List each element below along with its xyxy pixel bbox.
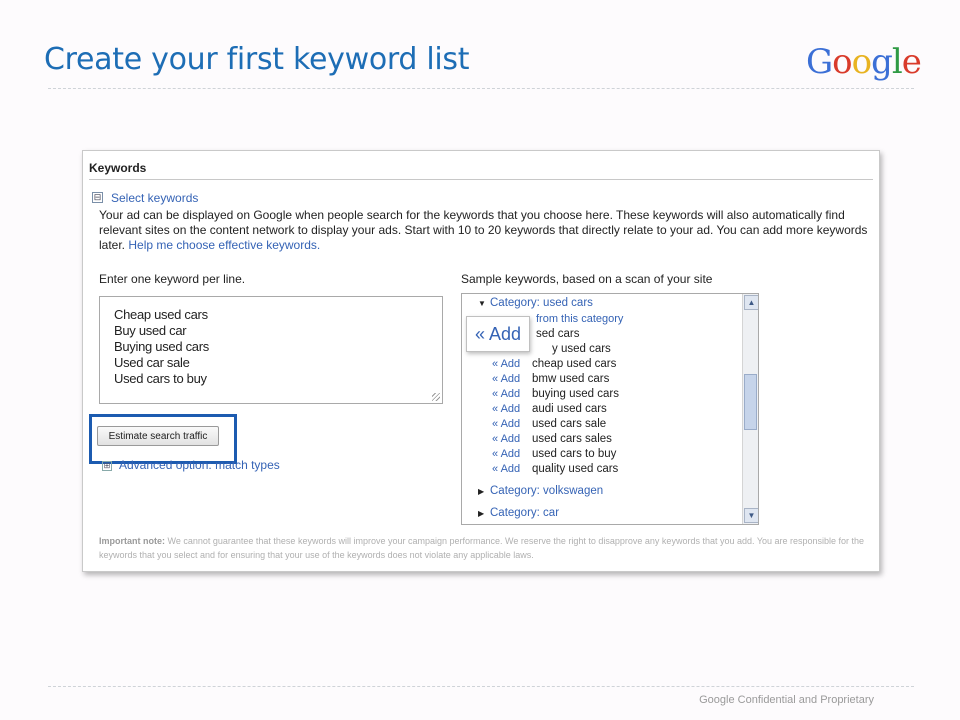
add-keyword-link[interactable]: « Add <box>492 463 521 475</box>
collapsed-arrow-icon: ▶ <box>478 487 485 496</box>
footer-divider <box>48 686 914 687</box>
keyword-textarea[interactable] <box>99 296 443 404</box>
help-choose-keywords-link[interactable]: Help me choose effective keywords. <box>128 238 321 252</box>
add-keyword-link[interactable]: « Add <box>492 448 521 460</box>
panel-title-divider <box>89 179 873 180</box>
list-item: y used cars <box>552 343 611 355</box>
list-item: « Add audi used cars <box>492 403 607 415</box>
scroll-up-icon[interactable]: ▲ <box>744 295 759 310</box>
note-label: Important note: <box>99 536 165 546</box>
keyword-line: Buy used car <box>114 323 187 338</box>
collapse-icon[interactable]: ⊟ <box>93 192 102 202</box>
scroll-thumb[interactable] <box>744 374 757 430</box>
add-keyword-link[interactable]: « Add <box>492 373 521 385</box>
add-keyword-link[interactable]: « Add <box>492 418 521 430</box>
category-volkswagen[interactable]: ▶ Category: volkswagen <box>478 485 604 497</box>
sample-keywords-list <box>461 293 759 525</box>
add-all-from-category-link[interactable]: from this category <box>536 313 624 325</box>
note-text: We cannot guarantee that these keywords will improve your campaign performance. We reserve the right to disapprove any keywords that you add. You are responsible for the keywords that you select and for ensuring that your use of the keywords does not violate any applicable laws. <box>99 536 865 560</box>
category-used-cars[interactable]: ▼ Category: used cars <box>478 297 593 309</box>
keyword-line: Cheap used cars <box>114 307 208 322</box>
list-item: « Add used cars to buy <box>492 448 617 460</box>
add-keyword-link[interactable]: « Add <box>492 403 521 415</box>
scroll-down-icon[interactable]: ▼ <box>744 508 759 523</box>
keywords-panel <box>82 150 880 572</box>
expanded-arrow-icon: ▼ <box>478 299 486 308</box>
add-keyword-link[interactable]: « Add <box>492 388 521 400</box>
panel-title: Keywords <box>89 161 147 175</box>
add-keyword-link[interactable]: « Add <box>492 358 521 370</box>
sample-keywords-label: Sample keywords, based on a scan of your site <box>461 272 713 286</box>
keyword-lines <box>114 307 209 387</box>
list-item: « Add bmw used cars <box>492 373 610 385</box>
list-item: « Add used cars sale <box>492 418 607 430</box>
list-item: sed cars <box>536 328 580 340</box>
footer-text: Google Confidential and Proprietary <box>699 694 874 706</box>
google-logo: Google <box>806 42 921 82</box>
resize-handle-icon[interactable] <box>432 393 440 401</box>
list-item: « Add used cars sales <box>492 433 612 445</box>
estimate-search-traffic-button[interactable]: Estimate search traffic <box>97 426 219 446</box>
select-keywords-link[interactable]: Select keywords <box>111 191 199 205</box>
description-text: Your ad can be displayed on Google when people search for the keywords that you choose here. These keywords will also automatically find relevant sites on the content network to display your ads. Start with 10 to 20 keywords that directly relate to your ad. You can add more keywords later. <box>99 208 868 252</box>
keywords-description <box>99 208 871 253</box>
vertical-scrollbar[interactable] <box>742 294 758 524</box>
keyword-entry-label: Enter one keyword per line. <box>99 272 246 286</box>
add-zoom-callout[interactable]: « Add <box>466 316 530 352</box>
expand-icon[interactable]: ⊞ <box>103 461 111 470</box>
slide-title: Create your first keyword list <box>44 42 470 77</box>
title-divider <box>48 88 914 89</box>
keyword-line: Used car sale <box>114 355 190 370</box>
add-keyword-link[interactable]: « Add <box>492 433 521 445</box>
collapsed-arrow-icon: ▶ <box>478 509 485 518</box>
list-item: « Add quality used cars <box>492 463 619 475</box>
keyword-line: Buying used cars <box>114 339 209 354</box>
list-item: « Add buying used cars <box>492 388 619 400</box>
advanced-option-match-types-link[interactable]: Advanced option: match types <box>119 458 280 472</box>
list-item: « Add cheap used cars <box>492 358 617 370</box>
category-car[interactable]: ▶ Category: car <box>478 507 560 519</box>
important-note <box>99 534 869 562</box>
keyword-line: Used cars to buy <box>114 371 207 386</box>
